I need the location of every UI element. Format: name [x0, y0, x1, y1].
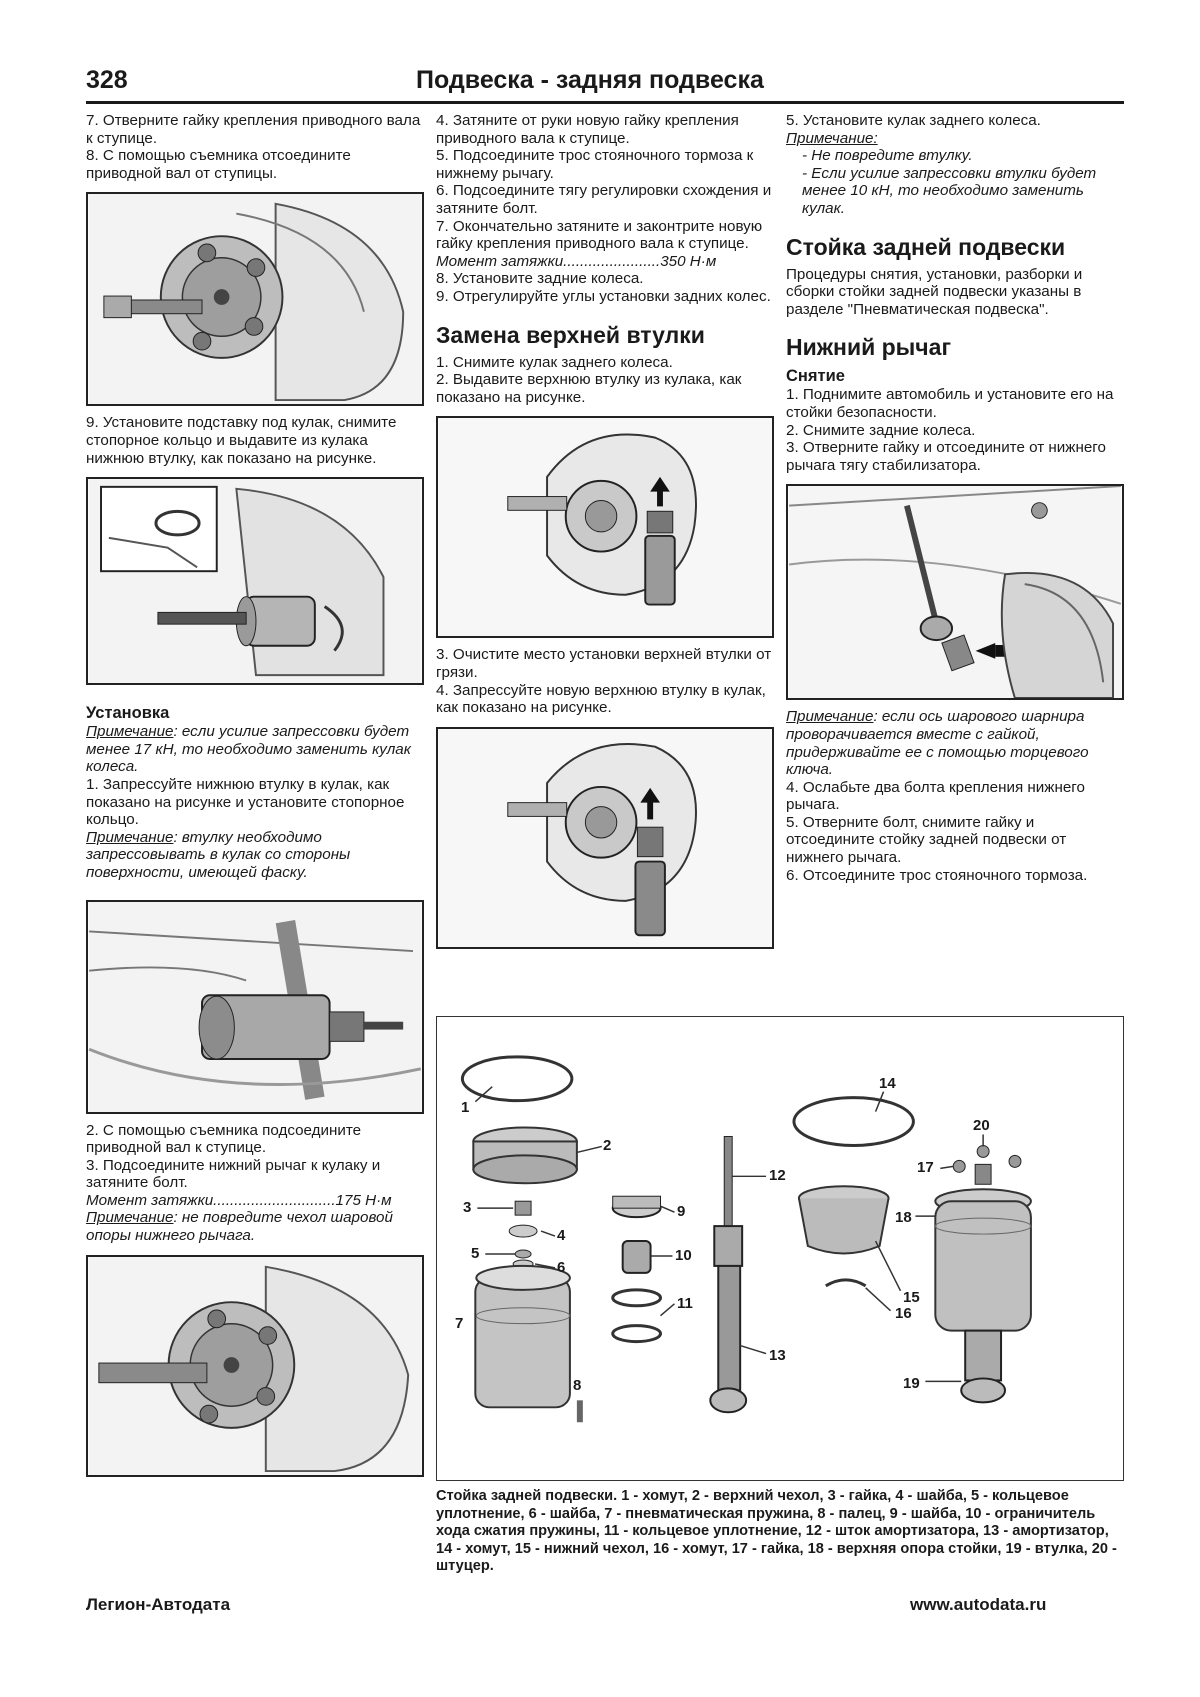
step-text: 7. Отверните гайку крепления приводного вала к ступице. [86, 112, 421, 147]
note-text: - Не повредите втулку. [802, 147, 973, 165]
step-text: 2. Снимите задние колеса. [786, 421, 976, 439]
note-text: - Если усилие запрессовки втулки будет менее 10 кН, то необходимо заменить кулак. [802, 164, 1097, 217]
page-header [86, 62, 1124, 104]
callout-9: 9 [677, 1203, 686, 1220]
callout-14: 14 [879, 1075, 896, 1092]
hub-puller-install-illustration [88, 1257, 422, 1475]
step-text: 9. Установите подставку под кулак, снимите стопорное кольцо и выдавите из кулака нижнюю втулку, как показано на рисунке. [86, 414, 397, 467]
callout-19: 19 [903, 1375, 920, 1392]
footer-publisher: Легион-Автодата [86, 1595, 231, 1614]
step-text: 7. Окончательно затяните и законтрите новую гайку крепления приводного вала к ступице. [436, 217, 763, 253]
callout-10: 10 [675, 1247, 692, 1264]
callout-13: 13 [769, 1347, 786, 1364]
figure-hub-puller [86, 192, 424, 406]
step-text: 1. Снимите кулак заднего колеса. [436, 353, 673, 371]
step-text: 8. Установите задние колеса. [436, 270, 644, 288]
callout-8: 8 [573, 1377, 582, 1394]
section-heading-removal: Снятие [786, 367, 845, 386]
figure-rear-strut-exploded [436, 1016, 1124, 1481]
callout-1: 1 [461, 1099, 470, 1116]
callout-7: 7 [455, 1315, 464, 1332]
torque-spec: Момент затяжки.......................350 Н·м [436, 252, 717, 270]
step-text: 3. Отверните гайку и отсоедините от нижнего рычага тягу стабилизатора. [786, 439, 1106, 474]
callout-12: 12 [769, 1167, 786, 1184]
figure-lower-bushing-removal [86, 477, 424, 685]
step-text: 8. С помощью съемника отсоедините приводной вал от ступицы. [86, 147, 351, 182]
page-number: 328 [86, 66, 128, 94]
column-left [86, 112, 424, 1485]
callout-5: 5 [471, 1245, 480, 1262]
step-text: 5. Подсоедините трос стояночного тормоза к нижнему рычагу. [436, 147, 754, 182]
step-text: 5. Установите кулак заднего колеса. [786, 112, 1041, 129]
callout-15: 15 [903, 1289, 920, 1306]
step-text: 3. Подсоедините нижний рычаг к кулаку и затяните болт. [86, 1156, 381, 1192]
step-text: 9. Отрегулируйте углы установки задних колес. [436, 287, 771, 305]
figure-upper-bushing-removal [436, 416, 774, 638]
upper-bushing-removal-illustration [438, 418, 772, 636]
note-text: Примечание: если ось шарового шарнира проворачивается вместе с гайкой, придерживайте ее с помощью торцевого ключа. [786, 708, 1089, 779]
step-text: 6. Отсоедините трос стояночного тормоза. [786, 866, 1088, 884]
step-text: Процедуры снятия, установки, разборки и сборки стойки задней подвески указаны в разделе "Пневматическая подвеска". [786, 265, 1083, 318]
column-right [786, 112, 1124, 884]
page-title: Подвеска - задняя подвеска [416, 66, 764, 94]
section-heading-install: Установка [86, 704, 170, 723]
torque-spec: Момент затяжки.............................175 Н·м [86, 1191, 392, 1209]
figure-lower-bushing-install [86, 900, 424, 1114]
section-heading-upper-bushing: Замена верхней втулки [436, 321, 705, 348]
figure-upper-bushing-install [436, 727, 774, 949]
callout-20: 20 [973, 1117, 990, 1134]
rear-strut-exploded-illustration [437, 1017, 1123, 1480]
footer-website: www.autodata.ru [910, 1595, 1047, 1614]
step-text: 5. Отверните болт, снимите гайку и отсоедините стойку задней подвески от нижнего рычага. [786, 813, 1067, 867]
step-text: 3. Очистите место установки верхней втулки от грязи. [436, 646, 772, 681]
callout-2: 2 [603, 1137, 612, 1154]
hub-puller-illustration [88, 194, 422, 404]
step-text: 1. Поднимите автомобиль и установите его на стойки безопасности. [786, 386, 1114, 421]
upper-bushing-install-illustration [438, 729, 772, 947]
step-text: 2. С помощью съемника подсоедините приводной вал к ступице. [86, 1121, 362, 1157]
section-heading-lower-arm: Нижний рычаг [786, 334, 952, 361]
figure-stabilizer-link [786, 484, 1124, 700]
callout-16: 16 [895, 1305, 912, 1322]
note-text: Примечание: если усилие запрессовки будет менее 17 кН, то необходимо заменить кулак колеса. [86, 723, 411, 776]
section-heading-strut: Стойка задней подвески [786, 233, 1066, 260]
lower-bushing-install-illustration [88, 902, 422, 1112]
step-text: 2. Выдавите верхнюю втулку из кулака, как показано на рисунке. [436, 371, 742, 406]
figure-caption: Стойка задней подвески. 1 - хомут, 2 - верхний чехол, 3 - гайка, 4 - шайба, 5 - кольцевое уплотнение, 6 - шайба, 7 - пневматическая пружина, 8 - палец, 9 - шайба, 10 - ограничитель хода сжатия пружины, 11 - кольцевое уплотнение, 12 - шток амортизатора, 13 - амортизатор, 14 - хомут, 15 - нижний чехол, 16 - хомут, 17 - гайка, 18 - верхняя опора стойки, 19 - втулка, 20 - штуцер. [436, 1488, 1117, 1574]
figure-hub-puller-install [86, 1255, 424, 1477]
callout-4: 4 [557, 1227, 566, 1244]
step-text: 4. Затяните от руки новую гайку крепления приводного вала к ступице. [436, 112, 739, 147]
callout-18: 18 [895, 1209, 912, 1226]
callout-3: 3 [463, 1199, 472, 1216]
note-text: Примечание: не повредите чехол шаровой опоры нижнего рычага. [86, 1209, 393, 1245]
stabilizer-link-illustration [788, 486, 1122, 698]
step-text: 6. Подсоедините тягу регулировки схождения и затяните болт. [436, 182, 772, 217]
callout-17: 17 [917, 1159, 934, 1176]
callout-6: 6 [557, 1259, 566, 1276]
step-text: 4. Запрессуйте новую верхнюю втулку в кулак, как показано на рисунке. [436, 681, 766, 717]
callout-11: 11 [677, 1295, 693, 1312]
step-text: 4. Ослабьте два болта крепления нижнего рычага. [786, 778, 1085, 814]
step-text: 1. Запрессуйте нижнюю втулку в кулак, как показано на рисунке и установите стопорное кольцо. [86, 775, 405, 829]
lower-bushing-removal-illustration [88, 479, 422, 683]
note-text: Примечание: втулку необходимо запрессовывать в кулак со стороны поверхности, имеющей фаску. [86, 828, 351, 881]
note-label: Примечание: [786, 129, 878, 147]
column-middle [436, 112, 774, 957]
